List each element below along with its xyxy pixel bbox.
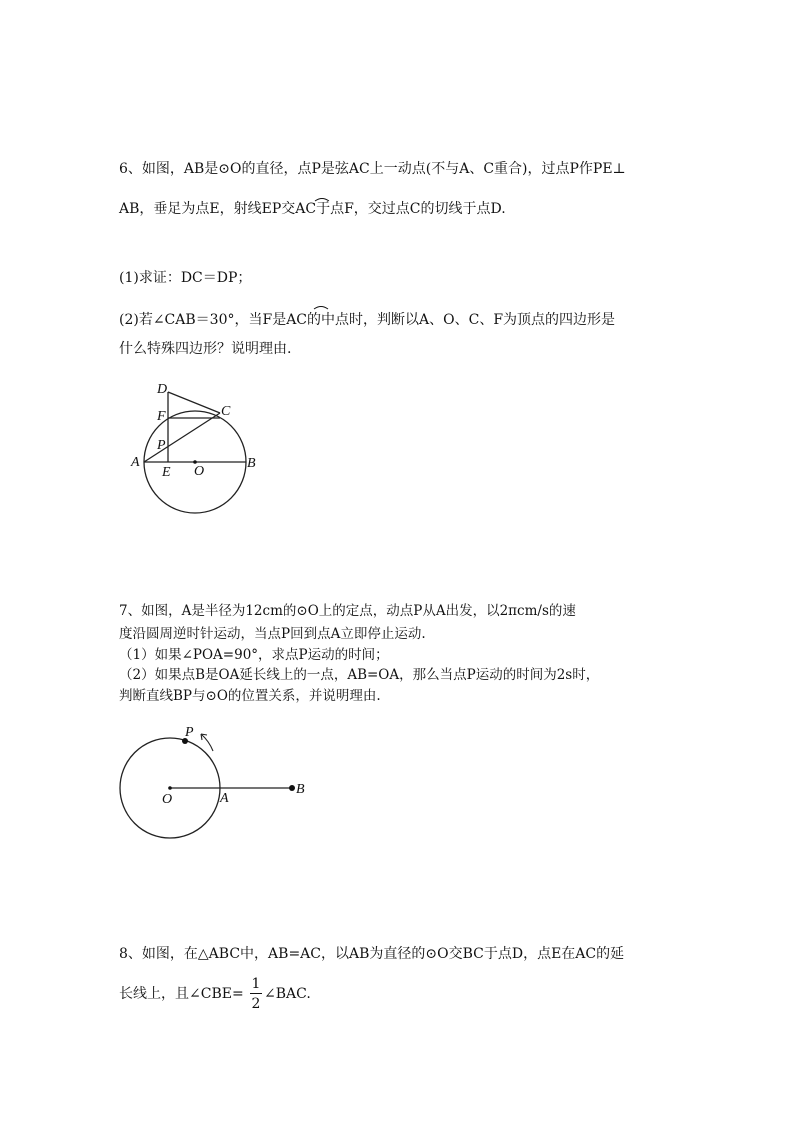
direction-arrow — [201, 734, 213, 751]
problem8-line1: 8、如图，在△ABC中，AB=AC，以AB为直径的⊙O交BC于点D，点E在AC的延 — [119, 946, 625, 962]
label-A: A — [131, 455, 140, 470]
problem8-line2-prefix: 长线上，且∠CBE= — [119, 986, 244, 1002]
label-D: D — [157, 382, 168, 397]
label-O: O — [194, 464, 205, 479]
problem7-line3: （1）如果∠POA=90°，求点P运动的时间； — [119, 647, 389, 663]
fraction-bar — [250, 993, 262, 994]
label-C: C — [221, 404, 231, 419]
label-B: B — [296, 782, 305, 797]
problem6-part2a: (2)若∠CAB＝30°，当F是AC的中点时，判断以A、O、C、F为顶点的四边形是 — [119, 312, 616, 328]
problem6-line1: 6、如图，AB是⊙O的直径，点P是弦AC上一动点(不与A、C重合)，过点P作PE⊥ — [119, 161, 626, 177]
problem7-line2: 度沿圆周逆时针运动，当点P回到点A立即停止运动. — [119, 626, 426, 642]
problem7-line4: （2）如果点B是OA延长线上的一点，AB=OA，那么当点P运动的时间为2s时， — [119, 667, 600, 683]
problem6-part1: (1)求证：DC＝DP； — [119, 270, 252, 286]
label-A: A — [220, 791, 229, 806]
problem7-line5: 判断直线BP与⊙O的位置关系，并说明理由. — [119, 688, 381, 704]
label-P: P — [185, 725, 194, 740]
problem6-part2b: 什么特殊四边形？说明理由. — [119, 341, 292, 357]
label-P: P — [157, 438, 166, 453]
problem8-line2-suffix: ∠BAC. — [264, 986, 311, 1002]
label-O: O — [162, 792, 173, 807]
problem6-line2: AB，垂足为点E，射线EP交AC于点F，交过点C的切线于点D. — [119, 201, 506, 217]
label-E: E — [162, 465, 171, 480]
center-dot — [168, 786, 172, 790]
problem7-line1: 7、如图，A是半径为12cm的⊙O上的定点，动点P从A出发，以2πcm/s的速 — [119, 603, 576, 619]
label-F: F — [157, 409, 166, 424]
label-B: B — [247, 456, 256, 471]
fraction-denominator: 2 — [251, 996, 261, 1012]
fraction-numerator: 1 — [251, 976, 261, 992]
point-b — [289, 785, 295, 791]
